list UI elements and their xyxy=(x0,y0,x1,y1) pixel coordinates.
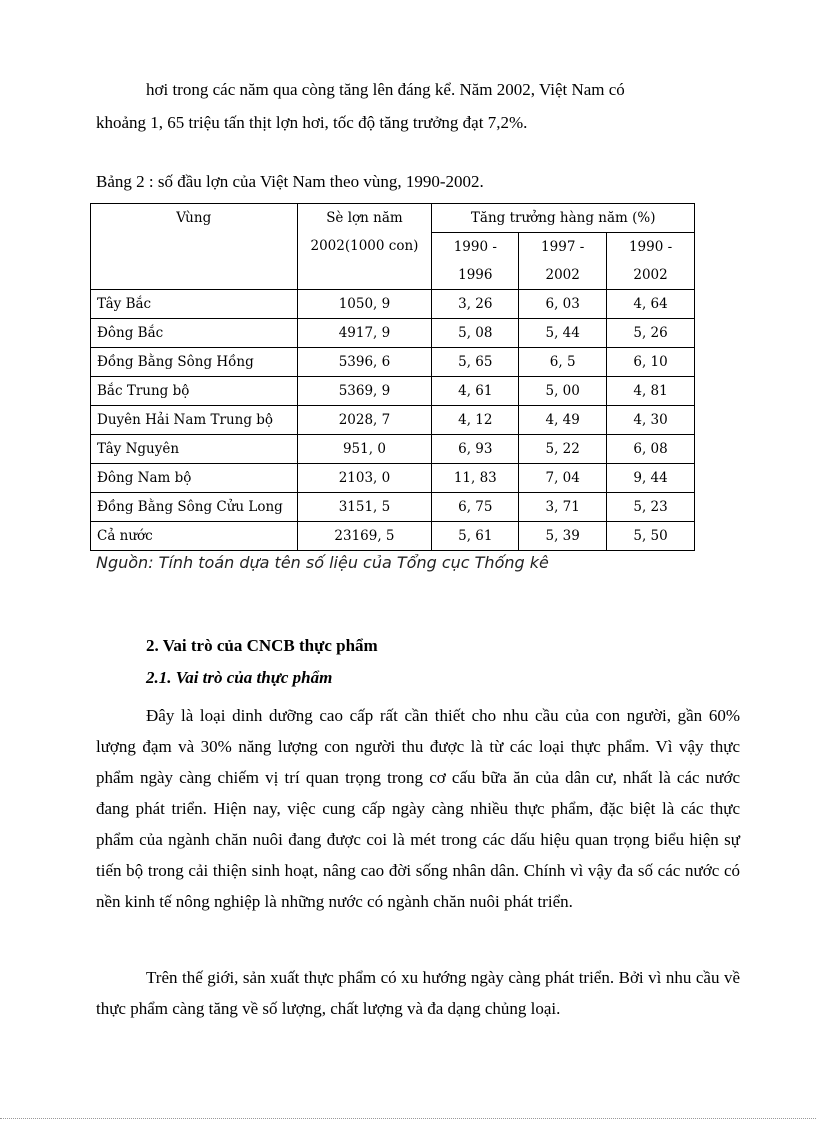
cell-region: Đồng Bằng Sông Hồng xyxy=(91,348,298,377)
cell-region: Tây Nguyên xyxy=(91,435,298,464)
intro-line-2: khoảng 1, 65 triệu tấn thịt lợn hơi, tốc độ tăng trưởng đạt 7,2%. xyxy=(96,113,528,132)
table-row xyxy=(91,348,695,377)
cell-region: Đông Bắc xyxy=(91,319,298,348)
cell-growth-3: 4, 81 xyxy=(607,377,695,406)
cell-region: Duyên Hải Nam Trung bộ xyxy=(91,406,298,435)
page-bottom-divider xyxy=(0,1118,816,1119)
cell-growth-2: 5, 44 xyxy=(519,319,607,348)
section-subheading: 2.1. Vai trò của thực phẩm xyxy=(146,668,333,687)
cell-growth-3: 5, 23 xyxy=(607,493,695,522)
header-count xyxy=(297,204,432,290)
table-row xyxy=(91,319,695,348)
header-period-2-end: 2002 xyxy=(545,267,580,283)
table-caption: Bảng 2 : số đầu lợn của Việt Nam theo vùng, 1990-2002. xyxy=(96,172,484,191)
cell-growth-2: 6, 03 xyxy=(519,290,607,319)
cell-count: 4917, 9 xyxy=(297,319,432,348)
cell-count: 2103, 0 xyxy=(297,464,432,493)
header-period-1-start: 1990 - xyxy=(453,239,497,255)
table-row xyxy=(91,377,695,406)
cell-growth-2: 5, 39 xyxy=(519,522,607,551)
header-period-2-start: 1997 - xyxy=(541,239,585,255)
cell-growth-1: 5, 65 xyxy=(432,348,519,377)
intro-line-1: hơi trong các năm qua còng tăng lên đáng kể. Năm 2002, Việt Nam có xyxy=(146,80,625,99)
cell-growth-1: 5, 08 xyxy=(432,319,519,348)
cell-count: 2028, 7 xyxy=(297,406,432,435)
cell-growth-1: 4, 12 xyxy=(432,406,519,435)
cell-count: 951, 0 xyxy=(297,435,432,464)
cell-count: 3151, 5 xyxy=(297,493,432,522)
table-header-row-1 xyxy=(91,204,695,233)
cell-growth-1: 6, 93 xyxy=(432,435,519,464)
cell-count: 5369, 9 xyxy=(297,377,432,406)
cell-growth-2: 5, 00 xyxy=(519,377,607,406)
cell-growth-3: 4, 64 xyxy=(607,290,695,319)
cell-growth-1: 5, 61 xyxy=(432,522,519,551)
table-row xyxy=(91,290,695,319)
header-period-3 xyxy=(607,233,695,290)
cell-growth-1: 4, 61 xyxy=(432,377,519,406)
cell-growth-1: 11, 83 xyxy=(432,464,519,493)
cell-growth-2: 6, 5 xyxy=(519,348,607,377)
cell-growth-3: 9, 44 xyxy=(607,464,695,493)
cell-count: 5396, 6 xyxy=(297,348,432,377)
header-count-line2: 2002(1000 con) xyxy=(310,238,419,254)
cell-region: Đông Nam bộ xyxy=(91,464,298,493)
header-period-1-end: 1996 xyxy=(458,267,493,283)
cell-growth-2: 5, 22 xyxy=(519,435,607,464)
header-period-3-end: 2002 xyxy=(633,267,668,283)
cell-growth-2: 3, 71 xyxy=(519,493,607,522)
body-paragraph-1: Đây là loại dinh dưỡng cao cấp rất cần thiết cho nhu cầu của con người, gần 60% lượng đạm và 30% năng lượng con người thu được là từ các loại thực phẩm. Vì vậy thực phẩm ngày càng chiếm vị trí quan trọng trong cơ cấu bữa ăn của dân cư, nhất là các nước đang phát triển. Hiện nay, việc cung cấp ngày càng nhiều thực phẩm, đặc biệt là các thực phẩm của ngành chăn nuôi đang được coi là mét trong các dấu hiệu quan trọng biểu hiện sự tiến bộ trong cải thiện sinh hoạt, nâng cao đời sống nhân dân. Chính vì vậy đa số các nước có nền kinh tế nông nghiệp là những nước có ngành chăn nuôi phát triển. xyxy=(96,706,740,911)
cell-growth-1: 6, 75 xyxy=(432,493,519,522)
cell-region: Đồng Bằng Sông Cửu Long xyxy=(91,493,298,522)
header-region: Vùng xyxy=(91,204,298,290)
cell-growth-3: 6, 08 xyxy=(607,435,695,464)
section-heading: 2. Vai trò của CNCB thực phẩm xyxy=(146,636,378,655)
table-row xyxy=(91,493,695,522)
cell-count: 23169, 5 xyxy=(297,522,432,551)
table-source-note: Nguồn: Tính toán dựa tên số liệu của Tổng cục Thống kê xyxy=(96,553,549,572)
cell-growth-2: 4, 49 xyxy=(519,406,607,435)
table-row xyxy=(91,435,695,464)
cell-count: 1050, 9 xyxy=(297,290,432,319)
body-paragraph-2: Trên thế giới, sản xuất thực phẩm có xu hướng ngày càng phát triển. Bởi vì nhu cầu về thực phẩm càng tăng về số lượng, chất lượng và đa dạng chủng loại. xyxy=(96,968,740,1018)
header-period-2 xyxy=(519,233,607,290)
cell-region: Cả nước xyxy=(91,522,298,551)
header-period-1 xyxy=(432,233,519,290)
header-period-3-start: 1990 - xyxy=(628,239,673,255)
cell-growth-2: 7, 04 xyxy=(519,464,607,493)
table-row xyxy=(91,464,695,493)
table-row xyxy=(91,406,695,435)
header-growth: Tăng trưởng hàng năm (%) xyxy=(432,204,695,233)
table-row xyxy=(91,522,695,551)
cell-growth-3: 4, 30 xyxy=(607,406,695,435)
cell-growth-3: 5, 50 xyxy=(607,522,695,551)
cell-growth-3: 6, 10 xyxy=(607,348,695,377)
cell-region: Tây Bắc xyxy=(91,290,298,319)
pig-count-table xyxy=(90,203,695,551)
header-count-line1: Sè lợn năm xyxy=(326,210,403,226)
cell-region: Bắc Trung bộ xyxy=(91,377,298,406)
cell-growth-1: 3, 26 xyxy=(432,290,519,319)
cell-growth-3: 5, 26 xyxy=(607,319,695,348)
